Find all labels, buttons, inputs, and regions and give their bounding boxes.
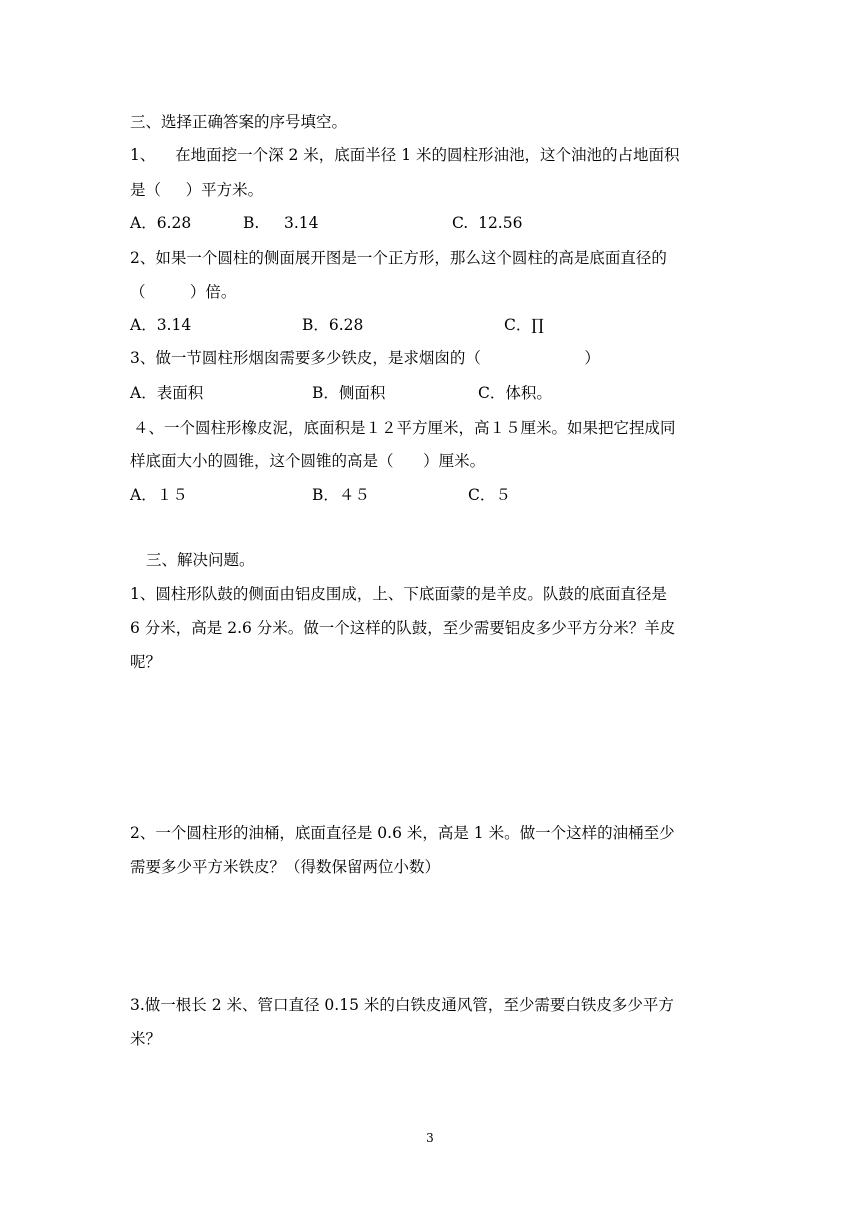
- page-number: 3: [426, 1131, 434, 1145]
- question-1-line-1: 1、 在地面挖一个深 2 米，底面半径 1 米的圆柱形油池，这个油池的占地面积: [130, 146, 680, 164]
- question-4-option-a: A．１５: [130, 486, 188, 504]
- problem-3-line-2: 米？: [130, 1030, 162, 1048]
- problem-1-line-1: 1、圆柱形队鼓的侧面由铝皮围成，上、下底面蒙的是羊皮。队鼓的底面直径是: [130, 585, 667, 603]
- problem-2-line-1: 2、一个圆柱形的油桶，底面直径是 0.6 米，高是 1 米。做一个这样的油桶至少: [130, 824, 675, 842]
- problem-2-line-2: 需要多少平方米铁皮？（得数保留两位小数）: [130, 858, 441, 876]
- section-heading-solve: 三、解决问题。: [146, 551, 255, 569]
- question-1-option-a: A．6.28: [130, 214, 192, 232]
- question-4-option-c: C．５: [468, 486, 511, 504]
- question-4-line-1: ４、一个圆柱形橡皮泥，底面积是１２平方厘米，高１５厘米。如果把它捏成同: [133, 419, 676, 437]
- question-2-line-1: 2、如果一个圆柱的侧面展开图是一个正方形，那么这个圆柱的高是底面直径的: [130, 249, 667, 267]
- section-heading-choice: 三、选择正确答案的序号填空。: [130, 113, 348, 131]
- question-4-option-b: B．４５: [312, 486, 370, 504]
- question-2-option-b: B．6.28: [302, 316, 364, 334]
- question-4-line-2: 样底面大小的圆锥，这个圆锥的高是（ ）厘米。: [130, 452, 486, 470]
- question-1-line-2: 是（ ）平方米。: [130, 181, 264, 199]
- question-2-line-2: （ ）倍。: [130, 283, 237, 301]
- question-2-option-a: A．3.14: [130, 316, 192, 334]
- question-1-option-c: C. 12.56: [452, 214, 523, 232]
- question-3-line-1: 3、做一节圆柱形烟囱需要多少铁皮，是求烟囱的（ ）: [130, 349, 600, 367]
- question-3-option-b: B．侧面积: [312, 384, 386, 402]
- problem-3-line-1: 3.做一根长 2 米、管口直径 0.15 米的白铁皮通风管，至少需要白铁皮多少平方: [130, 996, 674, 1014]
- question-3-option-a: A．表面积: [130, 384, 204, 402]
- question-1-option-b: B. 3.14: [243, 214, 319, 232]
- problem-1-line-2: 6 分米，高是 2.6 分米。做一个这样的队鼓，至少需要铝皮多少平方分米？羊皮: [130, 619, 676, 637]
- question-3-option-c: C．体积。: [478, 384, 552, 402]
- question-2-option-c: C．∏: [504, 316, 544, 334]
- problem-1-line-3: 呢？: [130, 653, 162, 671]
